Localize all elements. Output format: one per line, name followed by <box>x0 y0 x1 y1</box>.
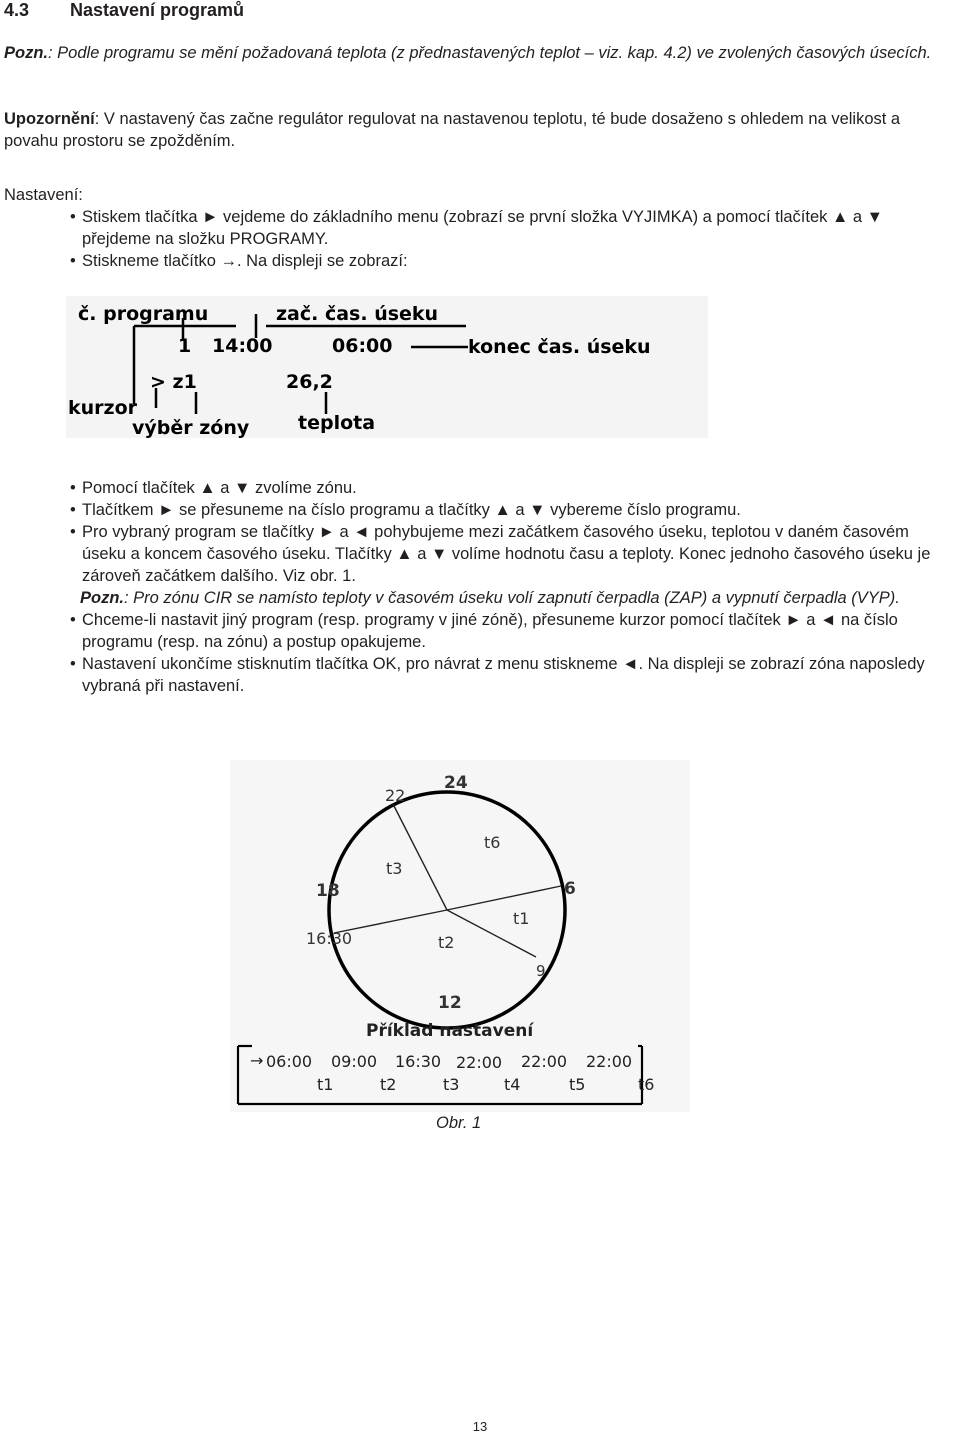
schedule-slot: t5 <box>569 1075 586 1094</box>
list-item: • Pro vybraný program se tlačítky ► a ◄ pohybujeme mezi začátkem časového úseku, teplotou v daném časovém úseku a koncem časového úseku. Tlačítky ▲ a ▼ volíme hodnotu času a teploty. Konec jednoho časového úseku je zároveň začátkem dalšího. Viz obr. 1. <box>70 523 931 585</box>
list-item: • Tlačítkem ► se přesuneme na číslo programu a tlačítky ▲ a ▼ vybereme číslo programu. <box>70 501 741 519</box>
schedule-time: 22:00 <box>521 1052 568 1071</box>
clock-label-9: 9 <box>536 962 546 980</box>
list-item: • Chceme-li nastavit jiný program (resp. programy v jiné zóně), přesuneme kurzor pomocí tlačítek ► a ◄ na číslo programu (resp. na zónu) a postup opakujeme. <box>70 611 898 651</box>
clock-label-12: 12 <box>438 993 462 1013</box>
label-cursor: kurzor <box>68 397 138 419</box>
setup-list-top <box>70 206 940 272</box>
label-section-start: zač. čas. úseku <box>276 303 439 325</box>
clock-figure <box>230 760 690 1117</box>
list-item: • Stiskem tlačítka ► vejdeme do základního menu (zobrazí se první složka VYJIMKA) a pomocí tlačítek ▲ a ▼ přejdeme na složku PROGRAMY. <box>70 208 883 248</box>
clock-label-18: 18 <box>316 881 340 901</box>
clock-label-22: 22 <box>385 786 406 805</box>
clock-label-1630: 16:30 <box>306 929 353 948</box>
label-program-number: č. programu <box>78 303 209 325</box>
clock-label-24: 24 <box>444 773 468 793</box>
list-item: • Stiskneme tlačítko →. Na displeji se zobrazí: <box>70 252 408 270</box>
note-cir: Pozn.: Pro zónu CIR se namísto teploty v časovém úseku volí zapnutí čerpadla (ZAP) a vypnutí čerpadla (VYP). <box>80 589 900 607</box>
schedule-slot: t4 <box>504 1075 521 1094</box>
section-title: Nastavení programů <box>70 0 245 20</box>
schedule-time: 09:00 <box>331 1052 378 1071</box>
list-item: • Nastavení ukončíme stisknutím tlačítka OK, pro návrat z menu stiskneme ◄. Na displeji se zobrazí zóna naposledy vybraná při nastavení. <box>70 655 925 695</box>
warning-label: Upozornění <box>4 110 95 128</box>
display-program-number: 1 <box>178 335 192 357</box>
schedule-time: 22:00 <box>456 1053 503 1072</box>
setup-list-bottom <box>70 477 950 697</box>
schedule-slot: t2 <box>380 1075 397 1094</box>
segment-t3: t3 <box>386 859 403 878</box>
segment-t1: t1 <box>513 909 530 928</box>
schedule-time: 16:30 <box>395 1052 442 1071</box>
schedule-time: 22:00 <box>586 1052 633 1071</box>
page-number: 13 <box>472 1419 488 1434</box>
label-zone-select: výběr zóny <box>132 417 250 438</box>
display-temperature: 26,2 <box>286 371 333 393</box>
note-text: : Podle programu se mění požadovaná teplota (z přednastavených teplot – viz. kap. 4.2) ve zvolených časových úsecích. <box>48 44 932 62</box>
list-item: • Pomocí tlačítek ▲ a ▼ zvolíme zónu. <box>70 479 357 497</box>
schedule-slot: t6 <box>638 1075 655 1094</box>
schedule-arrow: → <box>250 1051 264 1070</box>
label-temperature: teplota <box>298 412 376 434</box>
schedule-time: 06:00 <box>266 1052 313 1071</box>
section-heading <box>4 0 244 21</box>
clock-label-6: 6 <box>564 879 576 899</box>
schedule-slot: t3 <box>443 1075 460 1094</box>
setup-heading: Nastavení: <box>4 186 83 204</box>
schedule-slot: t1 <box>317 1075 334 1094</box>
clock-caption: Příklad nastavení <box>366 1021 534 1041</box>
display-end-time: 06:00 <box>332 335 393 357</box>
note-paragraph <box>4 42 954 64</box>
segment-t6: t6 <box>484 833 501 852</box>
warning-text: : V nastavený čas začne regulátor regulovat na nastavenou teplotu, té bude dosaženo s ohledem na velikost a povahu prostoru se zpožděním. <box>4 110 901 150</box>
figure-caption: Obr. 1 <box>436 1114 482 1132</box>
label-section-end: konec čas. úseku <box>468 336 651 358</box>
note-label: Pozn. <box>4 44 48 62</box>
display-start-time: 14:00 <box>212 335 273 357</box>
segment-t2: t2 <box>438 933 455 952</box>
section-number: 4.3 <box>4 0 30 20</box>
display-zone: > z1 <box>150 371 197 393</box>
display-diagram <box>66 296 708 443</box>
warning-paragraph <box>4 108 954 152</box>
